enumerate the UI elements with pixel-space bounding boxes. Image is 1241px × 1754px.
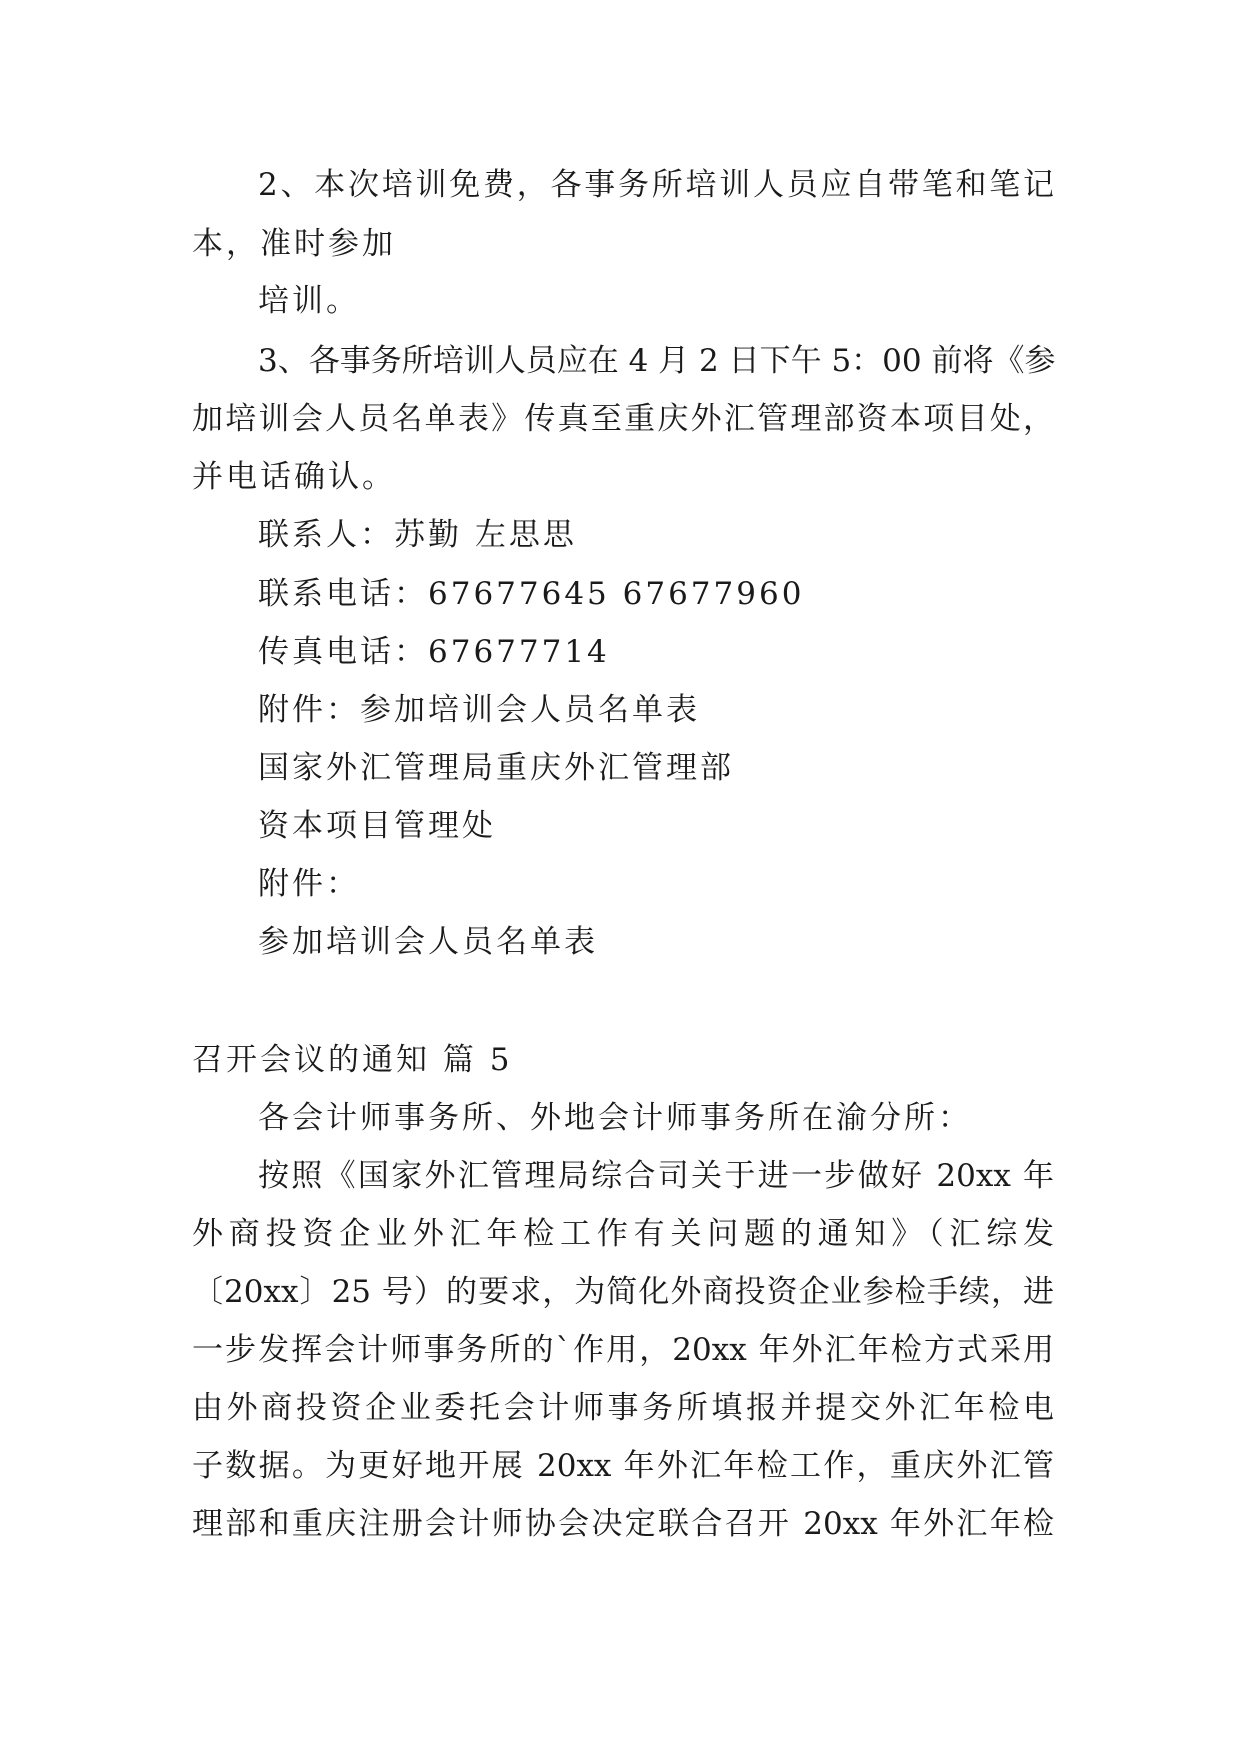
fax-number: 传真电话：67677714	[258, 634, 610, 670]
attachment-label: 附件：	[258, 866, 360, 902]
contact-person: 联系人：苏勤 左思思	[258, 517, 577, 553]
paragraph-line: 并电话确认。	[192, 459, 396, 495]
paragraph-line: 子数据。为更好地开展 20xx 年外汇年检工作，重庆外汇管	[192, 1448, 1054, 1484]
paragraph-line: 本，准时参加	[192, 226, 396, 262]
paragraph-line: 由外商投资企业委托会计师事务所填报并提交外汇年检电	[192, 1390, 1054, 1426]
section-heading: 召开会议的通知 篇 5	[192, 1042, 513, 1078]
paragraph-line: 外商投资企业外汇年检工作有关问题的通知》（汇综发	[192, 1216, 1054, 1252]
paragraph-line: 2、本次培训免费，各事务所培训人员应自带笔和笔记	[258, 167, 1054, 203]
paragraph-line: 加培训会人员名单表》传真至重庆外汇管理部资本项目处，	[192, 401, 1054, 437]
paragraph-line: 〔20xx〕25 号）的要求，为简化外商投资企业参检手续，进	[192, 1274, 1054, 1310]
issuing-department: 资本项目管理处	[258, 808, 496, 844]
paragraph-line: 一步发挥会计师事务所的`作用，20xx 年外汇年检方式采用	[192, 1332, 1054, 1368]
salutation: 各会计师事务所、外地会计师事务所在渝分所：	[258, 1100, 972, 1136]
paragraph-line: 3、各事务所培训人员应在 4 月 2 日下午 5：00 前将《参	[258, 343, 1056, 379]
paragraph-line: 培训。	[258, 283, 360, 319]
issuing-authority: 国家外汇管理局重庆外汇管理部	[258, 750, 734, 786]
paragraph-line: 按照《国家外汇管理局综合司关于进一步做好 20xx 年	[258, 1158, 1054, 1194]
paragraph-line: 理部和重庆注册会计师协会决定联合召开 20xx 年外汇年检	[192, 1506, 1054, 1542]
attachment-title: 参加培训会人员名单表	[258, 924, 598, 960]
attachment-line: 附件：参加培训会人员名单表	[258, 692, 700, 728]
contact-phone: 联系电话：67677645 67677960	[258, 576, 805, 612]
